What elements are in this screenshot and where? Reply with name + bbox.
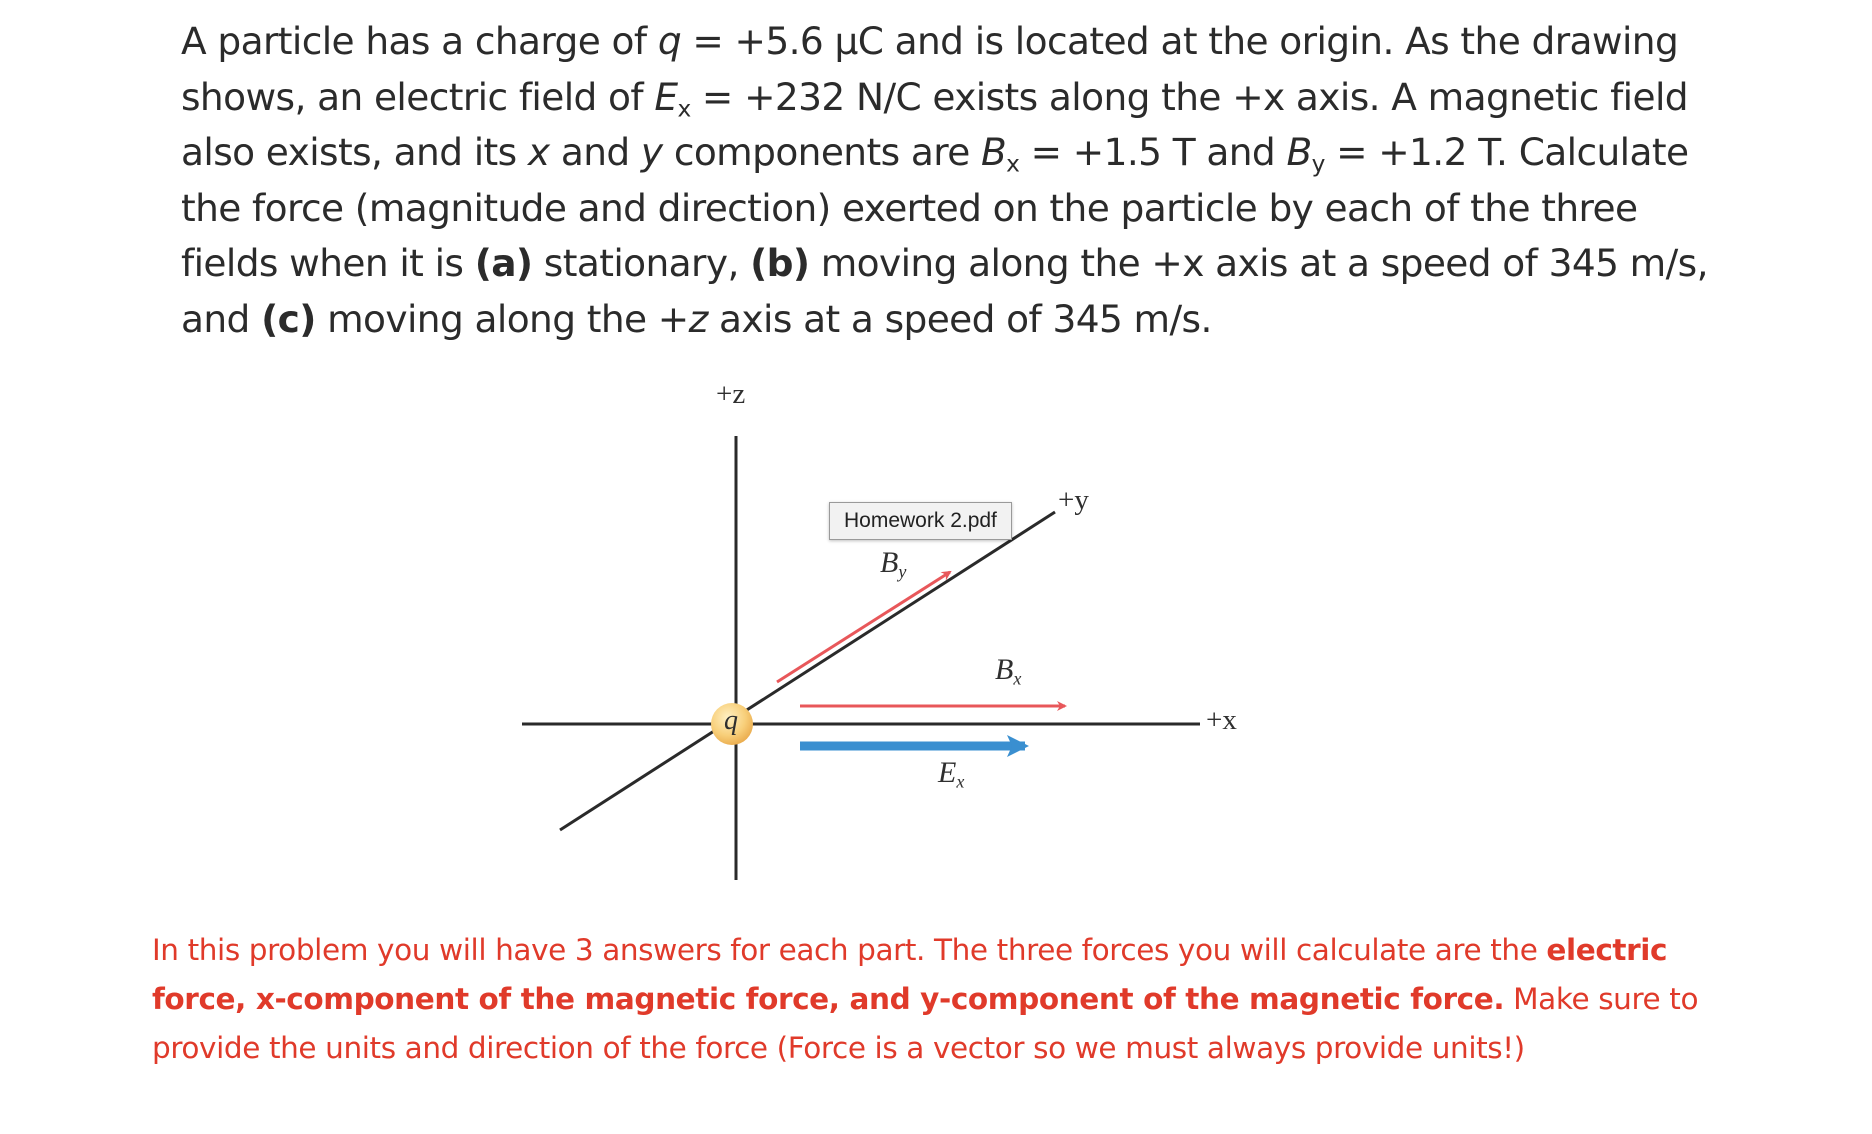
text-span: = +5.6 μC and is located at the origin. As the drawing — [681, 19, 1679, 63]
emphasis-text: electric — [1546, 933, 1668, 967]
problem-line-5 — [181, 236, 1708, 292]
charge-label: q — [724, 705, 738, 736]
diagram-canvas — [480, 380, 1300, 900]
problem-line-6 — [181, 292, 1601, 348]
problem-line-3 — [181, 125, 1689, 181]
text-span: and — [181, 296, 262, 341]
ex-label — [938, 756, 965, 792]
text-span: In this problem you will have 3 answers for each part. The three forces you will calculate are the — [152, 933, 1547, 967]
y-axis-label: +y — [1058, 484, 1089, 516]
text-span: axis at a speed of 345 m/s. — [707, 296, 1212, 341]
text-span: and — [549, 130, 641, 174]
by-label-letter: B — [880, 546, 899, 579]
by-label-subscript: y — [898, 561, 907, 582]
note-line-2 — [152, 975, 1852, 1024]
y-symbol: y — [640, 130, 663, 174]
text-span: = +1.5 T and — [1019, 130, 1287, 174]
bx-label-letter: B — [995, 653, 1014, 686]
electric-field-symbol: E — [654, 74, 678, 119]
text-span: stationary, — [532, 241, 751, 285]
problem-statement — [181, 14, 1708, 347]
instructions-note — [152, 926, 1852, 1073]
problem-line-1 — [181, 14, 1679, 70]
text-span: A particle has a charge of — [181, 19, 658, 63]
file-tooltip: Homework 2.pdf — [829, 502, 1012, 540]
part-c-label: (c) — [261, 296, 316, 341]
problem-line-4: the force (magnitude and direction) exerted on the particle by each of the three — [181, 185, 1638, 230]
text-span: Make sure to — [1504, 982, 1699, 1016]
bx-label-subscript: x — [1013, 668, 1022, 689]
emphasis-text: force, x-component of the magnetic force, and y-component of the magnetic force. — [152, 982, 1505, 1016]
z-axis-label: +z — [716, 378, 746, 410]
field-diagram — [480, 380, 1300, 900]
text-span: fields when it is — [181, 241, 475, 285]
x-axis-label: +x — [1206, 704, 1237, 736]
text-span: components are — [662, 130, 981, 174]
text-span: moving along the + — [315, 296, 689, 341]
part-b-label: (b) — [750, 241, 810, 285]
text-span: also exists, and its — [181, 130, 528, 174]
bx-label — [995, 653, 1022, 689]
z-symbol: z — [688, 296, 708, 341]
note-line-1 — [152, 926, 1852, 975]
by-symbol: B — [1286, 130, 1312, 174]
x-symbol: x — [527, 130, 550, 174]
text-span: moving along the +x axis at a speed of 345 m/s, — [809, 241, 1708, 285]
subscript: x — [677, 95, 691, 122]
problem-line-2 — [181, 70, 1688, 126]
text-span: = +1.2 T. Calculate — [1324, 130, 1689, 174]
text-span: shows, an electric field of — [181, 74, 655, 119]
bx-symbol: B — [981, 130, 1007, 174]
ex-label-subscript: x — [956, 771, 965, 792]
charge-symbol: q — [657, 19, 682, 63]
ex-label-letter: E — [938, 756, 957, 789]
subscript: x — [1006, 150, 1020, 178]
subscript: y — [1311, 150, 1325, 178]
by-arrow — [777, 572, 950, 682]
note-line-3: provide the units and direction of the force (Force is a vector so we must always provide units!) — [152, 1031, 1525, 1065]
by-label — [880, 546, 907, 582]
y-axis-line — [560, 512, 1055, 830]
part-a-label: (a) — [474, 241, 533, 285]
text-span: = +232 N/C exists along the +x axis. A magnetic field — [690, 74, 1688, 119]
